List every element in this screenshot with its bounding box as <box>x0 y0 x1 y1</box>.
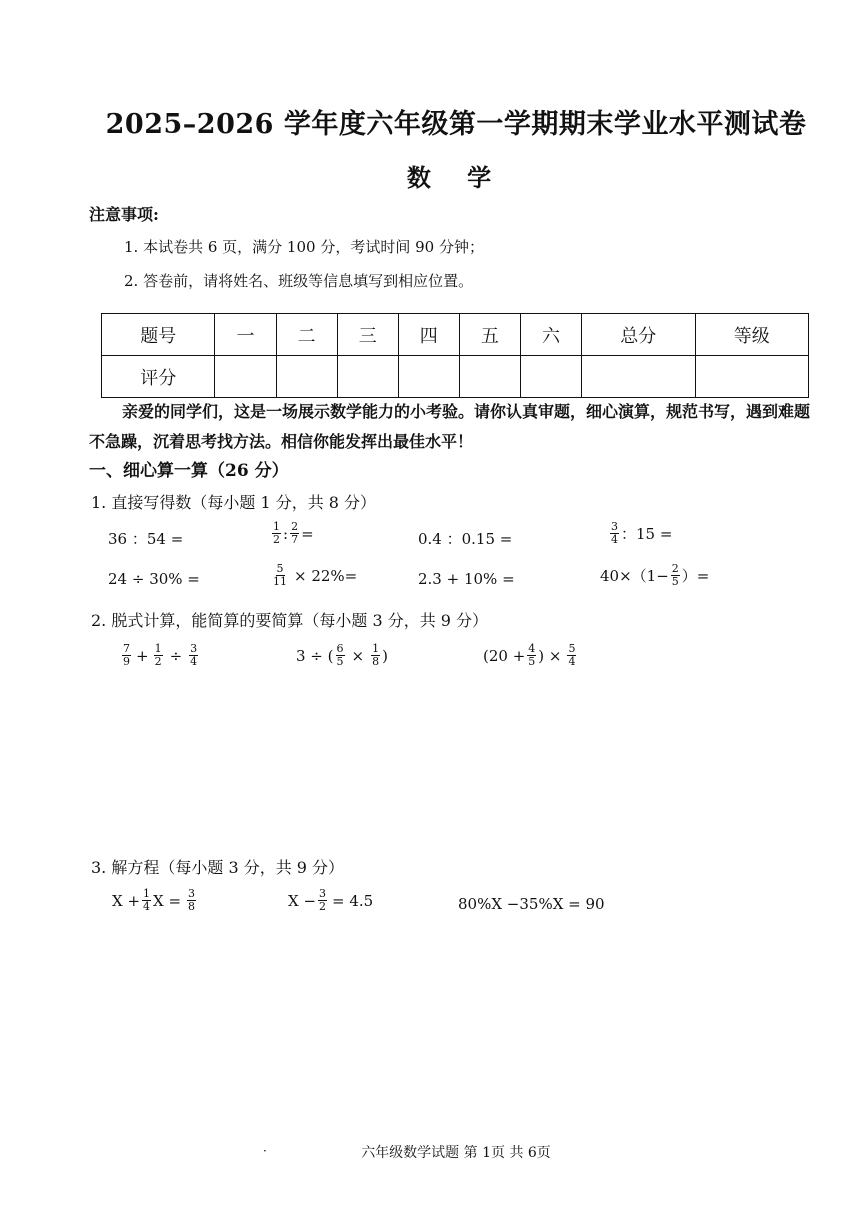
q1-item-b1 <box>108 570 200 588</box>
numerator: 3 <box>319 887 327 900</box>
score-table-row-label: 评分 <box>102 356 215 398</box>
fraction <box>290 521 299 546</box>
note-item: 2. 答卷前，请将姓名、班级等信息填写到相应位置。 <box>124 272 474 290</box>
numerator: 1 <box>143 887 151 900</box>
score-cell <box>398 356 459 398</box>
subject-title: 数 学 <box>406 163 506 192</box>
denominator: 4 <box>143 900 151 913</box>
expr-text: 40×（1− <box>600 567 669 585</box>
score-table-col: 三 <box>337 314 398 356</box>
denominator: 5 <box>336 655 344 668</box>
numerator: 5 <box>568 642 576 655</box>
expr-text: 3 ÷ ( <box>296 646 334 665</box>
question-2-title: 2. 脱式计算，能简算的要简算（每小题 3 分，共 9 分） <box>91 611 489 630</box>
denominator: 2 <box>273 533 280 546</box>
score-table-col: 六 <box>520 314 581 356</box>
expr-text: 36 ：54 = <box>108 530 184 548</box>
denominator: 8 <box>188 900 196 913</box>
numerator: 1 <box>154 642 162 655</box>
denominator: 5 <box>528 655 536 668</box>
score-table-col: 四 <box>398 314 459 356</box>
score-table-header-row <box>102 314 809 356</box>
score-table-col: 一 <box>215 314 276 356</box>
denominator: 2 <box>319 900 327 913</box>
expr-text: ) × <box>538 646 562 665</box>
expr-text: : <box>283 524 289 543</box>
score-table-col: 等级 <box>695 314 809 356</box>
expr-text: 2.3 + 10% = <box>418 570 515 588</box>
expr-text: = 4.5 <box>332 891 374 910</box>
numerator: 4 <box>528 642 536 655</box>
question-1-title: 1. 直接写得数（每小题 1 分，共 8 分） <box>91 493 377 512</box>
fraction <box>272 563 288 588</box>
denominator: 11 <box>273 575 287 588</box>
score-table-col: 总分 <box>582 314 695 356</box>
numerator: 3 <box>611 520 618 533</box>
q3-item-2 <box>288 888 373 913</box>
fraction <box>336 643 345 668</box>
q1-item-b2 <box>270 563 357 588</box>
fraction <box>610 521 619 546</box>
numerator: 2 <box>291 520 299 533</box>
fraction <box>671 563 680 588</box>
q1-item-a4 <box>608 521 672 546</box>
expr-text: X = <box>153 891 182 910</box>
q1-item-a2 <box>270 521 314 546</box>
note-item: 1. 本试卷共 6 页，满分 100 分，考试时间 90 分钟； <box>124 238 484 256</box>
denominator: 4 <box>190 655 198 668</box>
fraction <box>189 643 198 668</box>
fraction <box>272 521 281 546</box>
expr-text: X + <box>112 891 141 910</box>
denominator: 5 <box>671 575 679 588</box>
notes-heading: 注意事项: <box>89 205 159 224</box>
question-3-title: 3. 解方程（每小题 3 分，共 9 分） <box>91 858 345 877</box>
q1-item-b3 <box>418 570 515 588</box>
q1-item-b4 <box>600 563 709 588</box>
fraction <box>122 643 131 668</box>
score-table <box>101 313 809 398</box>
q2-item-3 <box>483 643 578 668</box>
q1-item-a3 <box>418 528 512 549</box>
score-cell <box>215 356 276 398</box>
expr-text: = <box>301 524 314 543</box>
expr-text: (20 + <box>483 646 526 665</box>
page-footer: 六年级数学试题 第 1页 共 6页 <box>361 1145 551 1161</box>
expr-text: ÷ <box>169 646 183 665</box>
expr-text: 24 ÷ 30% = <box>108 570 200 588</box>
q1-item-a1 <box>108 528 183 549</box>
fraction <box>154 643 163 668</box>
fraction <box>527 643 536 668</box>
score-table-row-label: 题号 <box>102 314 215 356</box>
expr-text: ) <box>382 646 388 665</box>
exam-title: 2025–2026 学年度六年级第一学期期末学业水平测试卷 <box>105 109 807 140</box>
expr-text: × <box>351 646 365 665</box>
numerator: 2 <box>671 562 679 575</box>
fraction <box>187 888 196 913</box>
score-cell <box>459 356 520 398</box>
expr-text: + <box>136 646 149 665</box>
expr-text: × 22%= <box>294 566 358 585</box>
denominator: 4 <box>568 655 576 668</box>
score-table-score-row <box>102 356 809 398</box>
score-cell <box>582 356 695 398</box>
numerator: 3 <box>190 642 198 655</box>
score-cell <box>520 356 581 398</box>
numerator: 5 <box>276 562 284 575</box>
intro-text: 亲爱的同学们，这是一场展示数学能力的小考验。请你认真审题，细心演算，规范书写，遇到难题不急躁，沉着思考找方法。相信你能发挥出最佳水平！ <box>89 402 811 451</box>
expr-text: 0.4 ：0.15 = <box>418 530 513 548</box>
numerator: 6 <box>336 642 344 655</box>
denominator: 8 <box>372 655 380 668</box>
q3-item-3 <box>458 895 605 913</box>
denominator: 7 <box>291 533 299 546</box>
q2-item-1 <box>120 643 200 668</box>
expr-text: ）= <box>681 567 710 585</box>
score-cell <box>337 356 398 398</box>
denominator: 4 <box>611 533 618 546</box>
fraction <box>318 888 327 913</box>
denominator: 2 <box>154 655 162 668</box>
numerator: 1 <box>273 520 280 533</box>
numerator: 3 <box>188 887 196 900</box>
score-cell <box>695 356 809 398</box>
expr-text: X − <box>288 891 317 910</box>
footer-dot: · <box>263 1144 267 1158</box>
expr-text: 80%X −35%X = 90 <box>458 895 605 913</box>
expr-text: ：15 = <box>621 525 673 543</box>
fraction <box>371 643 380 668</box>
score-table-col: 五 <box>459 314 520 356</box>
fraction <box>567 643 576 668</box>
fraction <box>142 888 151 913</box>
q2-item-2 <box>296 643 388 668</box>
section-heading: 一、细心算一算（26 分） <box>89 461 289 481</box>
denominator: 9 <box>123 655 130 668</box>
numerator: 1 <box>372 642 380 655</box>
score-table-col: 二 <box>276 314 337 356</box>
score-cell <box>276 356 337 398</box>
numerator: 7 <box>123 642 130 655</box>
q3-item-1 <box>112 888 198 913</box>
